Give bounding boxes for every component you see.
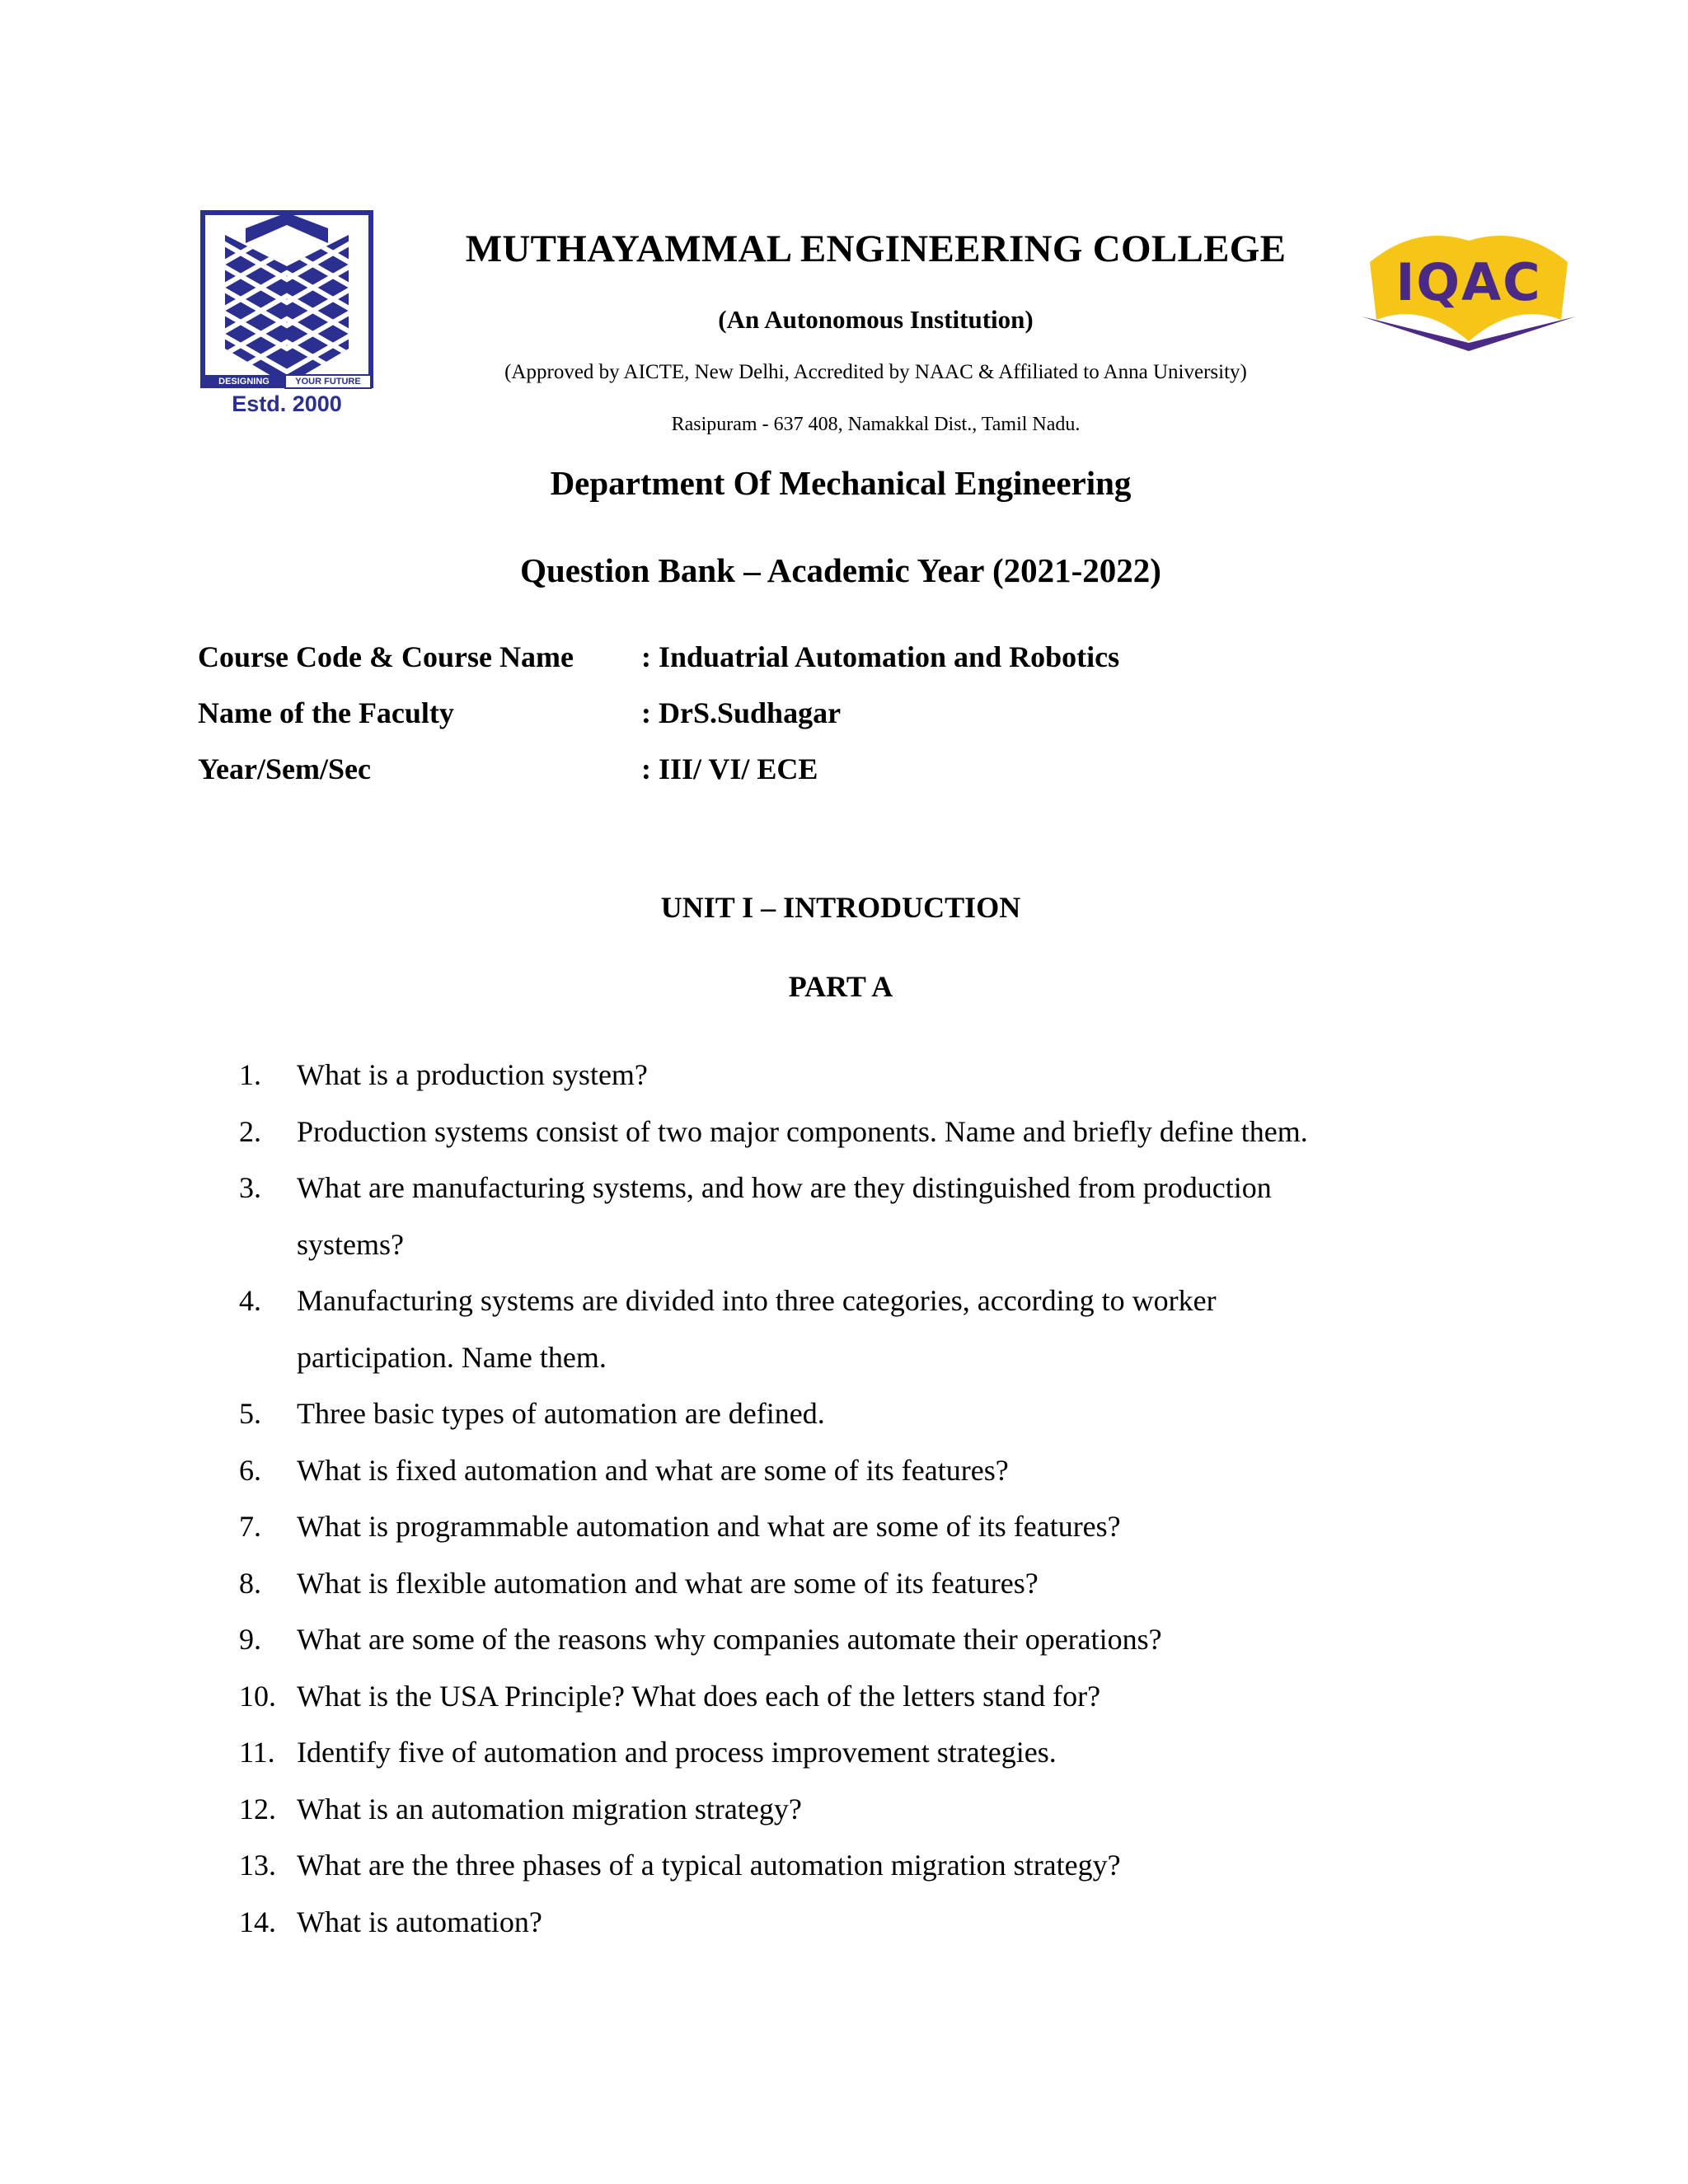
question-number: 9.: [239, 1623, 261, 1656]
question-text: Three basic types of automation are defined.: [297, 1397, 825, 1430]
approval-note: (Approved by AICTE, New Delhi, Accredited by NAAC & Affiliated to Anna University): [504, 361, 1247, 383]
question-number: 12.: [239, 1792, 276, 1825]
question-item: [239, 1781, 1475, 1838]
question-text: What is an automation migration strategy?: [297, 1792, 802, 1825]
year-info-label: Year/Sem/Sec: [198, 752, 371, 785]
crest-estd: Estd. 2000: [232, 391, 342, 416]
college-crest-logo: [200, 210, 373, 418]
question-number: 11.: [239, 1736, 275, 1769]
unit-title: UNIT I – INTRODUCTION: [660, 891, 1021, 924]
question-text: What is automation?: [297, 1905, 542, 1938]
question-item: [239, 1837, 1475, 1894]
question-number: 8.: [239, 1566, 261, 1600]
question-item: [239, 1160, 1475, 1272]
course-info-label: Course Code & Course Name: [198, 640, 574, 673]
question-text: What is the USA Principle? What does each of the letters stand for?: [297, 1679, 1101, 1713]
question-text: What are manufacturing systems, and how are they distinguished from production: [297, 1171, 1272, 1204]
question-text: Production systems consist of two major components. Name and briefly define them.: [297, 1114, 1308, 1148]
question-number: 4.: [239, 1284, 261, 1317]
question-item: [239, 1047, 1475, 1104]
question-item: [239, 1611, 1475, 1668]
question-item: [239, 1668, 1475, 1725]
question-item: [239, 1894, 1475, 1951]
question-number: 1.: [239, 1058, 261, 1091]
question-item: [239, 1442, 1475, 1499]
question-number: 6.: [239, 1453, 261, 1487]
faculty-info-label: Name of the Faculty: [198, 696, 454, 729]
question-item: [239, 1724, 1475, 1781]
question-number: 14.: [239, 1905, 276, 1938]
question-text: What are the three phases of a typical automation migration strategy?: [297, 1849, 1121, 1882]
question-item: [239, 1385, 1475, 1442]
question-bank-title: Question Bank – Academic Year (2021-2022): [520, 551, 1161, 589]
question-number: 7.: [239, 1510, 261, 1543]
question-list: [239, 1047, 1475, 1950]
iqac-logo: [1358, 219, 1579, 361]
question-item: [239, 1555, 1475, 1612]
question-text: Identify five of automation and process improvement strategies.: [297, 1736, 1057, 1769]
question-text: What is programmable automation and what are some of its features?: [297, 1510, 1121, 1543]
college-name: MUTHAYAMMAL ENGINEERING COLLEGE: [465, 227, 1287, 270]
question-text: What is a production system?: [297, 1058, 648, 1091]
question-item: [239, 1498, 1475, 1555]
question-number: 3.: [239, 1171, 261, 1204]
question-text: What are some of the reasons why companies automate their operations?: [297, 1623, 1162, 1656]
question-number: 10.: [239, 1679, 276, 1713]
crest-banner-right: YOUR FUTURE: [295, 377, 361, 387]
question-item: [239, 1272, 1475, 1385]
question-number: 13.: [239, 1849, 276, 1882]
crest-banner-left: DESIGNING: [218, 377, 270, 387]
iqac-logo-text: IQAC: [1395, 252, 1542, 312]
course-info-value: : Induatrial Automation and Robotics: [641, 640, 1120, 673]
college-address: Rasipuram - 637 408, Namakkal Dist., Tamil Nadu.: [671, 414, 1081, 435]
question-text: What is fixed automation and what are some of its features?: [297, 1453, 1009, 1487]
question-text: What is flexible automation and what are some of its features?: [297, 1566, 1039, 1600]
question-number: 5.: [239, 1397, 261, 1430]
question-item: [239, 1104, 1475, 1160]
autonomous-note: (An Autonomous Institution): [718, 305, 1034, 334]
question-text: systems?: [297, 1227, 404, 1261]
question-number: 2.: [239, 1114, 261, 1148]
year-info-value: : III/ VI/ ECE: [641, 752, 818, 785]
part-title: PART A: [788, 970, 893, 1003]
question-text: Manufacturing systems are divided into three categories, according to worker: [297, 1284, 1217, 1317]
question-text: participation. Name them.: [297, 1340, 607, 1374]
faculty-info-value: : DrS.Sudhagar: [641, 696, 842, 729]
department-title: Department Of Mechanical Engineering: [550, 464, 1132, 502]
